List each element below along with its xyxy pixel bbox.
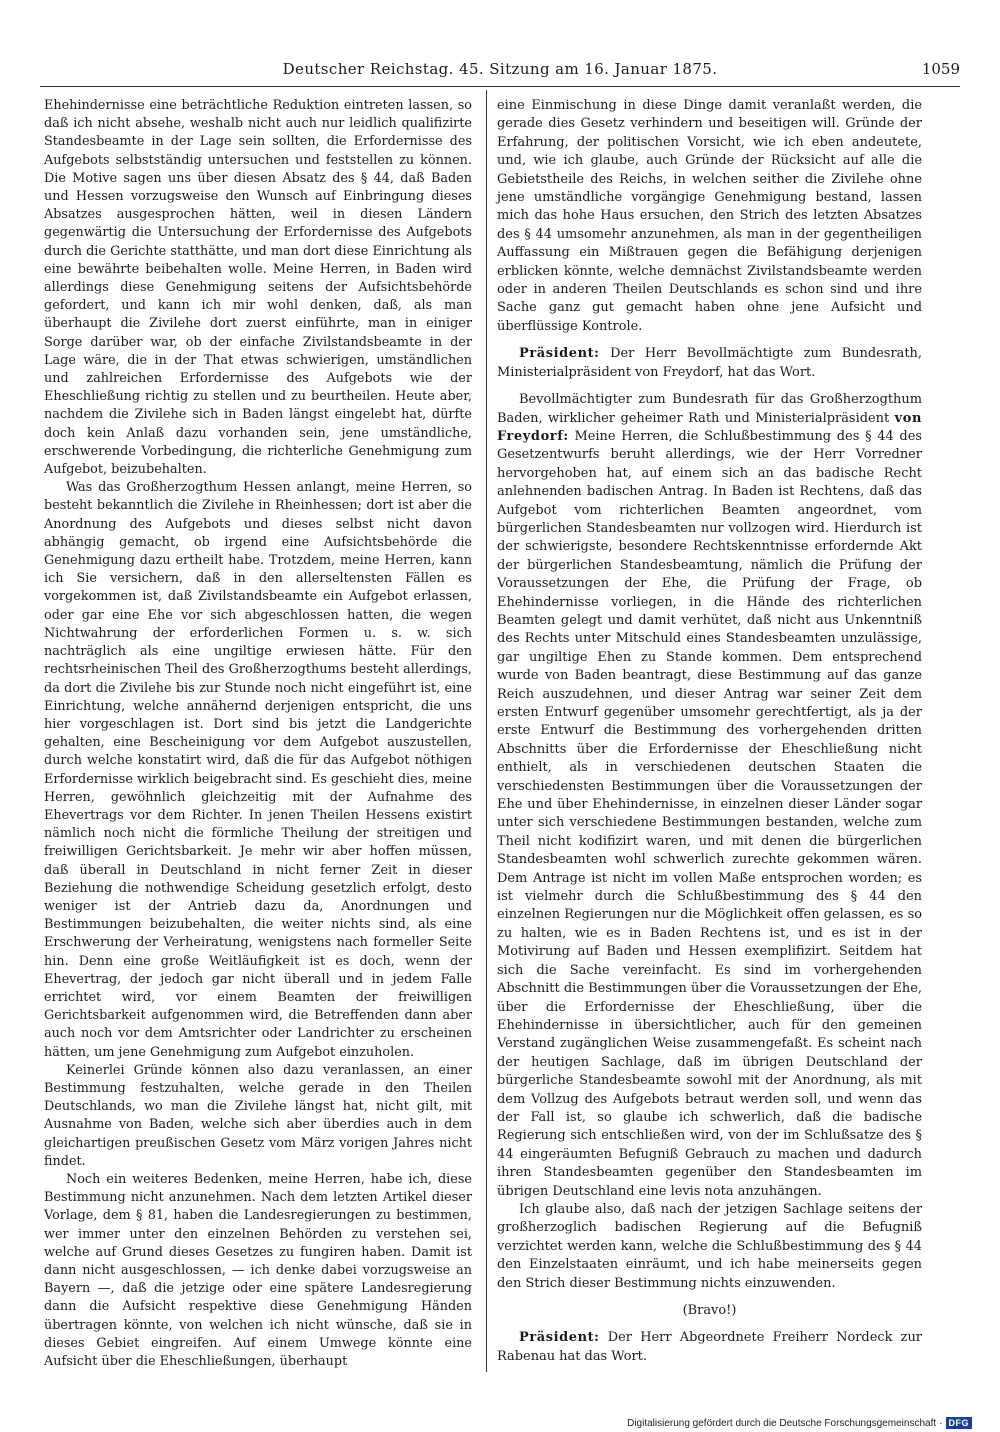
paragraph: Was das Großherzogthum Hessen anlangt, meine Herren, so besteht bekanntlich die Zivilehe in Rheinhessen; dort ist aber die Anordnung des Aufgebots und dieses selbst nicht davon abhängig gemacht, ob irgend eine Aufsichtsbehörde die Genehmigung dazu ertheilt habe. Trotzdem, meine Herren, kann ich Sie versichern, daß in den allerseltensten Fällen es vorgekommen ist, daß Zivilstandsbeamte ein Aufgebot erlassen, oder gar eine Ehe vor sich abgeschlossen hatten, die wegen Nichtwahrung der erforderlichen Formen u. s. w. sich nachträglich als eine ungiltige erwiesen hätte. Für den rechtsrheinischen Theil des Großherzogthums besteht allerdings, da dort die Zivilehe bis zur Stunde noch nicht eingeführt ist, eine Einrichtung, welche annähernd derjenigen entspricht, die uns hier vorgeschlagen ist. Dort sind bis jetzt die Landgerichte gehalten, eine Bescheinigung vor dem Aufgebot auszustellen, durch welche konstatirt wird, daß die für das Aufgebot nöthigen Erfordernisse wirklich beigebracht sind. Es geschieht dies, meine Herren, gewöhnlich gleichzeitig mit der Aufnahme des Ehevertrags vor dem Richter. In jenen Theilen Hessens existirt nämlich noch nicht die förmliche Theilung der streitigen und freiwilligen Gerichtsbarkeit. Je mehr wir aber hoffen müssen, daß überall in Deutschland in nicht ferner Zeit in dieser Beziehung die nothwendige Scheidung gesetzlich erfolgt, desto weniger ist der Antrieb dazu da, Anordnungen und Bestimmungen beizubehalten, die weiter nichts sind, als eine Erschwerung der Verheiratung, wenigstens nach formeller Seite hin. Denn eine große Weitläufigkeit ist es doch, wenn der Ehevertrag, der jedoch gar nicht überall und in jedem Falle errichtet wird, vor einem Beamten der freiwilligen Gerichtsbarkeit aufgenommen wird, die Betreffenden dann aber auch noch vor dem Amtsrichter oder Landrichter zu erscheinen hätten, um jene Genehmigung zum Aufgebot einzuholen.	[44, 480, 473, 1060]
column-divider	[486, 90, 487, 1372]
speaker-name: von Freydorf:	[497, 410, 922, 444]
running-title: Deutscher Reichstag. 45. Sitzung am 16. Januar 1875.	[282, 60, 718, 78]
paragraph: eine Einmischung in diese Dinge damit veranlaßt werden, die gerade dies Gesetz verhindern und beseitigen will. Gründe der Erfahrung, der politischen Vorsicht, wie ich eben andeutete, und, wie ich glaube, auch Gründe der Rücksicht auf alle die Gebietstheile des Reichs, in welchen seither die Zivilehe ohne jene umständliche vorgängige Genehmigung bestand, lassen mich das hohe Haus ersuchen, den Strich des letzten Absatzes des § 44 umsomehr anzunehmen, als man in der gegentheiligen Auffassung ein Mißtrauen gegen die Befähigung derjenigen erblicken könnte, welche demnächst Zivilstandsbeamte werden oder in anderen Theilen Deutschlands es schon sind und ihre Sache ganz gut gemacht haben ohne jene Aufsicht und überflüssige Kontrole.	[497, 98, 922, 334]
speaker-name: Präsident:	[519, 1330, 600, 1346]
speaker-title: Bevollmächtigter zum Bundesrath für das Großherzogthum Baden, wirklicher geheimer Rath und Ministerialpräsident	[497, 392, 922, 426]
dfg-logo: DFG	[946, 1417, 973, 1429]
speaker-paragraph	[497, 1329, 922, 1366]
speaker-paragraph	[497, 345, 922, 382]
speech-text: Meine Herren, die Schlußbestimmung des § 44 des Gesetzentwurfs beruht allerdings, wie der Herr Vorredner hervorgehoben hat, auf einem sich an das badische Recht anlehnenden badischen Antrag. In Baden ist Rechtens, daß das Aufgebot vom richterlichen Beamten angeordnet, vom bürgerlichen Standesbeamten nur vollzogen wird. Hierdurch ist der schwierigste, besondere Rechtskenntnisse erfordernde Akt der bürgerlichen Standesbeamtung, nämlich die Prüfung der Voraussetzungen der Ehe, die Prüfung der Frage, ob Ehehindernisse vorliegen, in die Hände des richterlichen Beamten gelegt und damit verhütet, daß nicht aus Unkenntniß des Rechts unter Mitschuld eines Standesbeamten unzulässige, gar ungiltige Ehen zu Stande kommen. Dem entsprechend wurde von Baden beantragt, diese Bestimmung auf das ganze Reich auszudehnen, und dieser Antrag war seiner Zeit dem ersten Entwurf gegenüber umsomehr gerechtfertigt, als ja der erste Entwurf die Bestimmung des vorhergehenden dritten Abschnitts über die Erfordernisse der Eheschließung nicht enthielt, als in verschiedenen deutschen Staaten die verschiedensten Bestimmungen über die Voraussetzungen der Ehe und über Ehehindernisse, in einzelnen dieser Länder sogar unter sich verschiedene Bestimmungen bestanden, welche zum Theil nicht kodifizirt waren, und mit denen die bürgerlichen Standesbeamten wohl schwerlich zurechte gekommen wären. Dem Antrage ist nicht im vollen Maße entsprochen worden; es ist vielmehr durch die Schlußbestimmung des § 44 den einzelnen Regierungen nur die Möglichkeit offen gelassen, es so zu halten, wie es in Baden Rechtens ist, und es ist in der Motivirung auf Baden und Hessen exemplifizirt. Seitdem hat sich die Sache vereinfacht. Es sind im vorhergehenden Abschnitt die Bestimmungen über die Voraussetzungen der Ehe, über die Erfordernisse der Eheschließung, über die Ehehindernisse in übersichtlicher, auch für den gemeinen Verstand zugänglichen Weise zusammengefaßt. Es scheint nach der heutigen Sachlage, daß im übrigen Deutschland der bürgerliche Standesbeamte sowohl mit der Anordnung, als mit dem Vollzug des Aufgebots betraut werden soll, und wenn das der Fall ist, so glaube ich schwerlich, daß die badische Regierung sich entschließen wird, von der im Schlußsatze des § 44 eingeräumten Befugniß Gebrauch zu machen und dadurch ihren Standesbeamten gegenüber den Standesbeamten im übrigen Deutschland eine levis nota anzuhängen.	[497, 428, 922, 1199]
paragraph: Ich glaube also, daß nach der jetzigen Sachlage seitens der großherzoglich badischen Regierung auf die Befugniß verzichtet werden kann, welche die Schlußbestimmung des § 44 den Einzelstaaten einräumt, und ich habe meinerseits gegen den Strich dieser Bestimmung nichts einzuwenden.	[497, 1201, 922, 1291]
left-column	[44, 97, 472, 1371]
speaker-paragraph	[497, 391, 922, 1201]
credit-text: Digitalisierung gefördert durch die Deutsche Forschungsgemeinschaft	[627, 1417, 937, 1429]
footer-credit: Digitalisierung gefördert durch die Deutsche Forschungsgemeinschaft · DFG	[627, 1417, 972, 1429]
speech-text: Der Herr Abgeordnete Freiherr Nordeck zur Rabenau hat das Wort.	[497, 1330, 922, 1364]
speech-text: Der Herr Bevollmächtigte zum Bundesrath, Ministerialpräsident von Freydorf, hat das Wort.	[497, 346, 922, 380]
speaker-name: Präsident:	[519, 346, 600, 362]
page-number: 1059	[921, 60, 960, 78]
paragraph: Ehehindernisse eine beträchtliche Reduktion eintreten lassen, so daß ich nicht absehe, weshalb nicht auch nur leidlich qualifizirte Standesbeamte in der Lage sein sollten, die Erfordernisse des Aufgebots selbstständig untersuchen und feststellen zu können. Die Motive sagen uns über diesen Absatz des § 44, daß Baden und Hessen vorzugsweise den Wunsch auf Einbringung dieses Absatzes ausgesprochen hätten, weil in diesen Ländern gegenwärtig die Untersuchung der Erfordernisse des Aufgebots durch die Gerichte statthätte, und man dort diese Einrichtung als eine bewährte beibehalten wolle. Meine Herren, in Baden wird allerdings diese Genehmigung seitens der Aufsichtsbehörde gefordert, und kann ich mir wohl denken, daß, als man überhaupt die Zivilehe dort zuerst einführte, man in einiger Sorge darüber war, ob der einfache Zivilstandsbeamte in der Lage wäre, die in der That etwas schwierigen, umständlichen und zahlreichen Erfordernisse des Aufgebots wie der Eheschließung richtig zu stellen und zu beurtheilen. Heute aber, nachdem die Zivilehe sich in Baden längst eingelebt hat, dürfte doch kein Anlaß dazu vorhanden sein, jene umständliche, erschwerende Vorbedingung, die richterliche Genehmigung zum Aufgebot, beizubehalten.	[44, 98, 472, 478]
right-column	[497, 97, 922, 1366]
interjection: (Bravo!)	[682, 1303, 737, 1318]
page-header	[40, 60, 960, 84]
paragraph: Noch ein weiteres Bedenken, meine Herren, habe ich, diese Bestimmung nicht anzunehmen. Nach dem letzten Artikel dieser Vorlage, dem § 81, haben die Landesregierungen zu bestimmen, wer immer unter den einzelnen Behörden zu verstehen sei, welche auf Grund dieses Gesetzes zu fungiren haben. Damit ist dann nicht ausgeschlossen, — ich denke dabei vorzugsweise an Bayern —, daß die jetzige oder eine spätere Landesregierung dann die Aufsicht respektive diese Genehmigung Händen übertragen könnte, von welchen ich nicht wünsche, daß sie in dieses Gebiet eingreifen. Auf einem Umwege könnte eine Aufsicht über die Eheschließungen, überhaupt	[44, 1171, 472, 1370]
header-rule	[40, 86, 960, 87]
paragraph: Keinerlei Gründe können also dazu veranlassen, an einer Bestimmung festzuhalten, welche gerade in den Theilen Deutschlands, wo man die Zivilehe längst hat, nicht gilt, mit Ausnahme von Baden, welche sich aber überdies auch in dem gleichartigen preußischen Gesetz vom März vorigen Jahres nicht findet.	[44, 1062, 472, 1169]
